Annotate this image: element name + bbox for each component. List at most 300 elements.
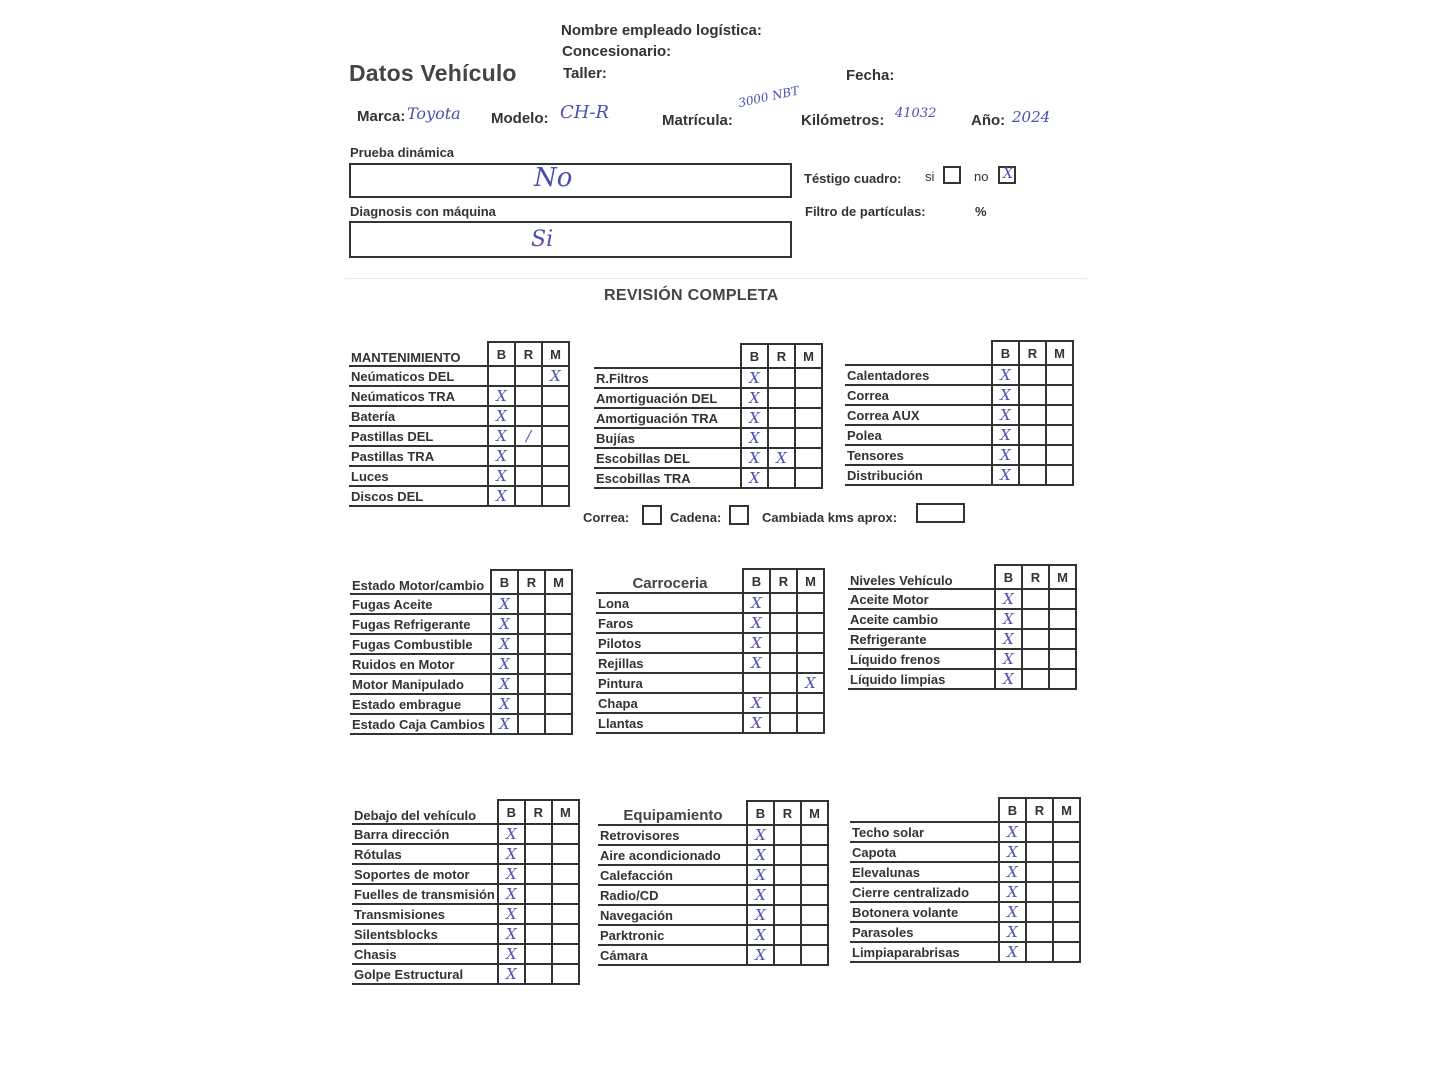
check-cell-b[interactable]: X bbox=[498, 964, 525, 984]
check-cell-r[interactable]: / bbox=[515, 426, 542, 446]
column-header-m: M bbox=[795, 344, 822, 368]
check-cell-r[interactable] bbox=[518, 674, 545, 694]
check-cell-m[interactable] bbox=[1049, 649, 1076, 669]
column-header-r: R bbox=[525, 800, 552, 824]
testigo-no-mark: X bbox=[1003, 166, 1013, 182]
check-cell-b[interactable]: X bbox=[741, 368, 768, 388]
check-cell-b[interactable]: X bbox=[491, 714, 518, 734]
check-cell-b[interactable]: X bbox=[498, 884, 525, 904]
check-cell-b[interactable]: X bbox=[741, 388, 768, 408]
table-row bbox=[349, 446, 569, 466]
table-row bbox=[596, 633, 824, 653]
correa-label: Correa: bbox=[583, 510, 630, 525]
check-cell-r[interactable] bbox=[1022, 649, 1049, 669]
check-cell-b[interactable]: X bbox=[992, 405, 1019, 425]
check-cell-r[interactable] bbox=[770, 593, 797, 613]
check-cell-r[interactable] bbox=[518, 634, 545, 654]
check-cell-b[interactable]: X bbox=[741, 448, 768, 468]
row-label: Llantas bbox=[596, 713, 743, 733]
check-cell-r[interactable] bbox=[1026, 882, 1053, 902]
check-cell-b[interactable]: X bbox=[999, 902, 1026, 922]
diagnosis-value: Si bbox=[531, 227, 554, 252]
check-cell-r[interactable] bbox=[1026, 902, 1053, 922]
column-header-b: B bbox=[488, 342, 515, 366]
check-cell-b[interactable]: X bbox=[747, 845, 774, 865]
check-cell-r[interactable] bbox=[525, 944, 552, 964]
row-label: Fugas Aceite bbox=[350, 594, 491, 614]
check-cell-b[interactable]: X bbox=[995, 649, 1022, 669]
check-cell-b[interactable]: X bbox=[999, 922, 1026, 942]
diagnosis-field[interactable] bbox=[349, 221, 792, 258]
check-cell-b[interactable]: X bbox=[747, 905, 774, 925]
check-cell-b[interactable]: X bbox=[498, 944, 525, 964]
check-cell-m[interactable] bbox=[1046, 365, 1073, 385]
check-cell-m[interactable] bbox=[552, 944, 579, 964]
table-row bbox=[598, 925, 828, 945]
check-cell-r[interactable] bbox=[518, 654, 545, 674]
check-cell-r[interactable] bbox=[525, 964, 552, 984]
check-cell-m[interactable] bbox=[797, 613, 824, 633]
check-cell-r[interactable] bbox=[768, 468, 795, 488]
table-row bbox=[349, 366, 569, 386]
table-row bbox=[350, 654, 572, 674]
table-row bbox=[594, 428, 822, 448]
check-cell-m[interactable] bbox=[797, 633, 824, 653]
table-calentadores bbox=[845, 340, 1074, 486]
check-cell-r[interactable] bbox=[774, 865, 801, 885]
row-label: Líquido frenos bbox=[848, 649, 995, 669]
row-label: Neúmaticos TRA bbox=[349, 386, 488, 406]
check-cell-r[interactable] bbox=[770, 693, 797, 713]
check-cell-b[interactable]: X bbox=[491, 614, 518, 634]
check-cell-r[interactable] bbox=[1022, 609, 1049, 629]
check-cell-r[interactable] bbox=[525, 924, 552, 944]
check-cell-r[interactable] bbox=[515, 486, 542, 506]
column-header-b: B bbox=[995, 565, 1022, 589]
column-header-r: R bbox=[770, 569, 797, 593]
check-cell-m[interactable] bbox=[795, 388, 822, 408]
check-cell-r[interactable] bbox=[515, 406, 542, 426]
check-cell-m[interactable] bbox=[1053, 942, 1080, 962]
check-cell-m[interactable] bbox=[542, 386, 569, 406]
filtro-particulas-label: Filtro de partículas: bbox=[805, 204, 926, 219]
check-cell-m[interactable] bbox=[801, 865, 828, 885]
check-cell-b[interactable]: X bbox=[488, 406, 515, 426]
check-cell-r[interactable] bbox=[1022, 629, 1049, 649]
check-cell-b[interactable]: X bbox=[488, 386, 515, 406]
table-row bbox=[352, 824, 579, 844]
check-cell-r[interactable] bbox=[774, 825, 801, 845]
row-label: Luces bbox=[349, 466, 488, 486]
table-row bbox=[596, 613, 824, 633]
check-cell-r[interactable] bbox=[774, 845, 801, 865]
check-cell-m[interactable] bbox=[801, 845, 828, 865]
row-label: Refrigerante bbox=[848, 629, 995, 649]
check-cell-m[interactable] bbox=[545, 694, 572, 714]
row-label: Estado Caja Cambios bbox=[350, 714, 491, 734]
check-cell-r[interactable] bbox=[774, 905, 801, 925]
check-cell-m[interactable] bbox=[552, 884, 579, 904]
check-cell-m[interactable] bbox=[1046, 405, 1073, 425]
row-label: Escobillas DEL bbox=[594, 448, 741, 468]
check-cell-b[interactable]: X bbox=[992, 365, 1019, 385]
check-cell-b[interactable]: X bbox=[491, 674, 518, 694]
table-row bbox=[598, 905, 828, 925]
check-cell-b[interactable]: X bbox=[747, 865, 774, 885]
check-cell-b[interactable]: X bbox=[992, 425, 1019, 445]
check-cell-b[interactable]: X bbox=[488, 466, 515, 486]
check-cell-b[interactable]: X bbox=[999, 842, 1026, 862]
check-cell-m[interactable] bbox=[1053, 902, 1080, 922]
check-cell-b[interactable]: X bbox=[992, 465, 1019, 485]
check-cell-m[interactable] bbox=[542, 426, 569, 446]
row-label: Amortiguación DEL bbox=[594, 388, 741, 408]
check-cell-r[interactable] bbox=[1026, 862, 1053, 882]
row-label: Neúmaticos DEL bbox=[349, 366, 488, 386]
check-cell-b[interactable]: X bbox=[743, 693, 770, 713]
check-cell-m[interactable] bbox=[797, 653, 824, 673]
row-label: Correa AUX bbox=[845, 405, 992, 425]
table-row bbox=[596, 713, 824, 733]
check-cell-m[interactable] bbox=[801, 905, 828, 925]
check-cell-b[interactable]: X bbox=[743, 653, 770, 673]
ano-value: 2024 bbox=[1012, 108, 1051, 126]
cadena-checkbox[interactable] bbox=[729, 505, 749, 525]
check-cell-m[interactable] bbox=[1049, 589, 1076, 609]
row-label: Bujías bbox=[594, 428, 741, 448]
row-label: Silentsblocks bbox=[352, 924, 498, 944]
check-cell-b[interactable]: X bbox=[747, 885, 774, 905]
check-cell-r[interactable] bbox=[1019, 465, 1046, 485]
column-header-b: B bbox=[741, 344, 768, 368]
check-cell-b[interactable]: X bbox=[743, 633, 770, 653]
column-header-m: M bbox=[1053, 798, 1080, 822]
check-cell-b[interactable]: X bbox=[741, 468, 768, 488]
check-cell-r[interactable] bbox=[518, 614, 545, 634]
check-cell-b[interactable]: X bbox=[498, 824, 525, 844]
table-row bbox=[598, 885, 828, 905]
check-cell-b[interactable]: X bbox=[488, 446, 515, 466]
check-cell-b[interactable]: X bbox=[747, 925, 774, 945]
table-niveles bbox=[848, 564, 1077, 690]
check-cell-b[interactable] bbox=[488, 366, 515, 386]
check-cell-r[interactable] bbox=[770, 653, 797, 673]
section-title-equipamiento: Equipamiento bbox=[623, 807, 723, 824]
row-label: Chasis bbox=[352, 944, 498, 964]
row-label: Motor Manipulado bbox=[350, 674, 491, 694]
check-cell-m[interactable] bbox=[801, 825, 828, 845]
table-row bbox=[596, 593, 824, 613]
check-cell-m[interactable] bbox=[1053, 822, 1080, 842]
check-cell-m[interactable] bbox=[795, 448, 822, 468]
check-cell-m[interactable] bbox=[801, 945, 828, 965]
check-cell-b[interactable]: X bbox=[498, 844, 525, 864]
check-cell-r[interactable]: X bbox=[768, 448, 795, 468]
check-cell-b[interactable]: X bbox=[741, 408, 768, 428]
check-cell-r[interactable] bbox=[774, 945, 801, 965]
row-label: Discos DEL bbox=[349, 486, 488, 506]
row-label: Líquido limpias bbox=[848, 669, 995, 689]
row-label: Transmisiones bbox=[352, 904, 498, 924]
check-cell-r[interactable] bbox=[768, 428, 795, 448]
check-cell-m[interactable] bbox=[552, 924, 579, 944]
correa-checkbox[interactable] bbox=[642, 505, 662, 525]
revision-title: REVISIÓN COMPLETA bbox=[604, 287, 779, 304]
row-label: Correa bbox=[845, 385, 992, 405]
check-cell-m[interactable] bbox=[795, 408, 822, 428]
prueba-dinamica-field[interactable] bbox=[349, 163, 792, 198]
section-title-niveles: Niveles Vehículo bbox=[850, 573, 953, 588]
table-row bbox=[594, 408, 822, 428]
check-cell-r[interactable] bbox=[525, 884, 552, 904]
table-row bbox=[350, 594, 572, 614]
column-header-r: R bbox=[768, 344, 795, 368]
modelo-label: Modelo: bbox=[491, 110, 549, 127]
check-cell-m[interactable] bbox=[545, 714, 572, 734]
check-cell-m[interactable] bbox=[1053, 882, 1080, 902]
table-row bbox=[349, 426, 569, 446]
check-cell-r[interactable] bbox=[515, 366, 542, 386]
check-cell-m[interactable] bbox=[795, 368, 822, 388]
check-cell-m[interactable] bbox=[1053, 862, 1080, 882]
check-cell-m[interactable] bbox=[545, 594, 572, 614]
column-header-m: M bbox=[545, 570, 572, 594]
table-row bbox=[850, 862, 1080, 882]
check-cell-b[interactable]: X bbox=[992, 445, 1019, 465]
check-cell-r[interactable] bbox=[1019, 425, 1046, 445]
table-row bbox=[598, 845, 828, 865]
table-row bbox=[352, 944, 579, 964]
check-cell-m[interactable] bbox=[1049, 609, 1076, 629]
check-cell-r[interactable] bbox=[768, 368, 795, 388]
check-cell-r[interactable] bbox=[774, 925, 801, 945]
row-label: Navegación bbox=[598, 905, 747, 925]
table-row bbox=[594, 448, 822, 468]
row-label: Botonera volante bbox=[850, 902, 999, 922]
table-row bbox=[350, 634, 572, 654]
check-cell-r[interactable] bbox=[525, 844, 552, 864]
table-row bbox=[594, 388, 822, 408]
row-label: Techo solar bbox=[850, 822, 999, 842]
check-cell-m[interactable] bbox=[797, 713, 824, 733]
check-cell-m[interactable]: X bbox=[797, 673, 824, 693]
check-cell-m[interactable] bbox=[545, 614, 572, 634]
check-cell-b[interactable]: X bbox=[995, 669, 1022, 689]
check-cell-b[interactable]: X bbox=[995, 609, 1022, 629]
check-cell-m[interactable] bbox=[542, 446, 569, 466]
table-row bbox=[845, 425, 1073, 445]
row-label: Elevalunas bbox=[850, 862, 999, 882]
check-cell-m[interactable] bbox=[545, 654, 572, 674]
cadena-label: Cadena: bbox=[670, 510, 722, 525]
section-title-filtros bbox=[594, 344, 741, 368]
check-cell-m[interactable] bbox=[1046, 425, 1073, 445]
row-label: Fuelles de transmisión bbox=[352, 884, 498, 904]
check-cell-m[interactable]: X bbox=[542, 366, 569, 386]
check-cell-r[interactable] bbox=[770, 713, 797, 733]
check-cell-m[interactable] bbox=[1049, 629, 1076, 649]
section-divider bbox=[345, 278, 1087, 279]
check-cell-b[interactable]: X bbox=[491, 594, 518, 614]
table-row bbox=[352, 864, 579, 884]
matricula-label: Matrícula: bbox=[662, 112, 733, 129]
check-cell-m[interactable] bbox=[552, 964, 579, 984]
check-cell-b[interactable]: X bbox=[491, 694, 518, 714]
check-cell-r[interactable] bbox=[1022, 669, 1049, 689]
check-cell-m[interactable] bbox=[1046, 465, 1073, 485]
check-cell-m[interactable] bbox=[797, 693, 824, 713]
column-header-r: R bbox=[518, 570, 545, 594]
table-row bbox=[848, 629, 1076, 649]
check-cell-r[interactable] bbox=[1019, 445, 1046, 465]
check-cell-m[interactable] bbox=[801, 885, 828, 905]
prueba-dinamica-label: Prueba dinámica bbox=[350, 145, 455, 160]
table-row bbox=[850, 902, 1080, 922]
check-cell-m[interactable] bbox=[542, 486, 569, 506]
check-cell-m[interactable] bbox=[552, 904, 579, 924]
check-cell-b[interactable]: X bbox=[491, 654, 518, 674]
check-cell-b[interactable]: X bbox=[498, 924, 525, 944]
table-row bbox=[848, 589, 1076, 609]
row-label: Chapa bbox=[596, 693, 743, 713]
check-cell-b[interactable]: X bbox=[747, 825, 774, 845]
check-cell-r[interactable] bbox=[770, 673, 797, 693]
check-cell-m[interactable] bbox=[545, 634, 572, 654]
row-label: Calentadores bbox=[845, 365, 992, 385]
check-cell-b[interactable]: X bbox=[488, 426, 515, 446]
check-cell-m[interactable] bbox=[795, 468, 822, 488]
check-cell-r[interactable] bbox=[525, 824, 552, 844]
table-row bbox=[850, 922, 1080, 942]
testigo-si-checkbox[interactable] bbox=[943, 166, 961, 184]
table-row bbox=[350, 614, 572, 634]
testigo-no-checkbox[interactable] bbox=[998, 166, 1016, 184]
table-row bbox=[845, 365, 1073, 385]
marca-value: Toyota bbox=[407, 104, 461, 123]
row-label: Parasoles bbox=[850, 922, 999, 942]
fecha-label: Fecha: bbox=[846, 67, 895, 84]
row-label: Faros bbox=[596, 613, 743, 633]
check-cell-r[interactable] bbox=[1019, 385, 1046, 405]
check-cell-r[interactable] bbox=[518, 694, 545, 714]
check-cell-m[interactable] bbox=[552, 864, 579, 884]
column-header-b: B bbox=[747, 801, 774, 825]
check-cell-r[interactable] bbox=[1026, 842, 1053, 862]
check-cell-b[interactable]: X bbox=[488, 486, 515, 506]
check-cell-m[interactable] bbox=[797, 593, 824, 613]
check-cell-r[interactable] bbox=[774, 885, 801, 905]
row-label: Escobillas TRA bbox=[594, 468, 741, 488]
cambiada-kms-label: Cambiada kms aprox: bbox=[762, 510, 898, 525]
check-cell-b[interactable]: X bbox=[999, 862, 1026, 882]
check-cell-r[interactable] bbox=[1022, 589, 1049, 609]
row-label: Barra dirección bbox=[352, 824, 498, 844]
check-cell-b[interactable]: X bbox=[498, 904, 525, 924]
check-cell-r[interactable] bbox=[515, 466, 542, 486]
check-cell-b[interactable]: X bbox=[995, 629, 1022, 649]
check-cell-b[interactable]: X bbox=[999, 822, 1026, 842]
check-cell-m[interactable] bbox=[542, 466, 569, 486]
check-cell-b[interactable]: X bbox=[743, 613, 770, 633]
section-title-debajo: Debajo del vehículo bbox=[354, 808, 477, 823]
check-cell-b[interactable]: X bbox=[491, 634, 518, 654]
check-cell-r[interactable] bbox=[518, 594, 545, 614]
check-cell-b[interactable]: X bbox=[747, 945, 774, 965]
row-label: Parktronic bbox=[598, 925, 747, 945]
check-cell-r[interactable] bbox=[1026, 822, 1053, 842]
check-cell-b[interactable]: X bbox=[743, 593, 770, 613]
row-label: Pintura bbox=[596, 673, 743, 693]
check-cell-r[interactable] bbox=[515, 446, 542, 466]
row-label: Cierre centralizado bbox=[850, 882, 999, 902]
check-cell-m[interactable] bbox=[801, 925, 828, 945]
table-row bbox=[845, 445, 1073, 465]
check-cell-b[interactable]: X bbox=[995, 589, 1022, 609]
check-cell-r[interactable] bbox=[770, 633, 797, 653]
row-label: Rejillas bbox=[596, 653, 743, 673]
check-cell-r[interactable] bbox=[1019, 405, 1046, 425]
prueba-dinamica-value: No bbox=[534, 163, 573, 193]
check-cell-m[interactable] bbox=[545, 674, 572, 694]
check-cell-b[interactable]: X bbox=[999, 882, 1026, 902]
column-header-m: M bbox=[552, 800, 579, 824]
column-header-m: M bbox=[542, 342, 569, 366]
check-cell-r[interactable] bbox=[1019, 365, 1046, 385]
section-title-calentadores bbox=[845, 341, 992, 365]
table-row bbox=[349, 406, 569, 426]
ano-label: Año: bbox=[971, 112, 1006, 129]
table-row bbox=[350, 714, 572, 734]
check-cell-r[interactable] bbox=[1026, 942, 1053, 962]
column-header-r: R bbox=[1026, 798, 1053, 822]
check-cell-m[interactable] bbox=[1053, 922, 1080, 942]
check-cell-m[interactable] bbox=[552, 824, 579, 844]
check-cell-b[interactable]: X bbox=[498, 864, 525, 884]
check-cell-r[interactable] bbox=[525, 864, 552, 884]
column-header-m: M bbox=[801, 801, 828, 825]
check-cell-m[interactable] bbox=[1046, 385, 1073, 405]
check-cell-r[interactable] bbox=[518, 714, 545, 734]
row-label: Aceite cambio bbox=[848, 609, 995, 629]
row-label: Fugas Combustible bbox=[350, 634, 491, 654]
table-row bbox=[349, 466, 569, 486]
check-cell-r[interactable] bbox=[770, 613, 797, 633]
check-cell-b[interactable] bbox=[743, 673, 770, 693]
check-cell-m[interactable] bbox=[1053, 842, 1080, 862]
check-cell-m[interactable] bbox=[795, 428, 822, 448]
section-title-carroceria: Carroceria bbox=[632, 575, 708, 592]
kilometros-value: 41032 bbox=[895, 106, 937, 121]
table-techo bbox=[850, 797, 1081, 963]
check-cell-r[interactable] bbox=[525, 904, 552, 924]
check-cell-b[interactable]: X bbox=[999, 942, 1026, 962]
check-cell-b[interactable]: X bbox=[992, 385, 1019, 405]
check-cell-m[interactable] bbox=[1049, 669, 1076, 689]
check-cell-r[interactable] bbox=[1026, 922, 1053, 942]
check-cell-r[interactable] bbox=[768, 408, 795, 428]
check-cell-r[interactable] bbox=[768, 388, 795, 408]
row-label: Radio/CD bbox=[598, 885, 747, 905]
check-cell-m[interactable] bbox=[1046, 445, 1073, 465]
table-row bbox=[594, 368, 822, 388]
check-cell-b[interactable]: X bbox=[743, 713, 770, 733]
table-row bbox=[598, 825, 828, 845]
check-cell-r[interactable] bbox=[515, 386, 542, 406]
cambiada-kms-field[interactable] bbox=[916, 503, 965, 523]
check-cell-m[interactable] bbox=[552, 844, 579, 864]
check-cell-b[interactable]: X bbox=[741, 428, 768, 448]
check-cell-m[interactable] bbox=[542, 406, 569, 426]
